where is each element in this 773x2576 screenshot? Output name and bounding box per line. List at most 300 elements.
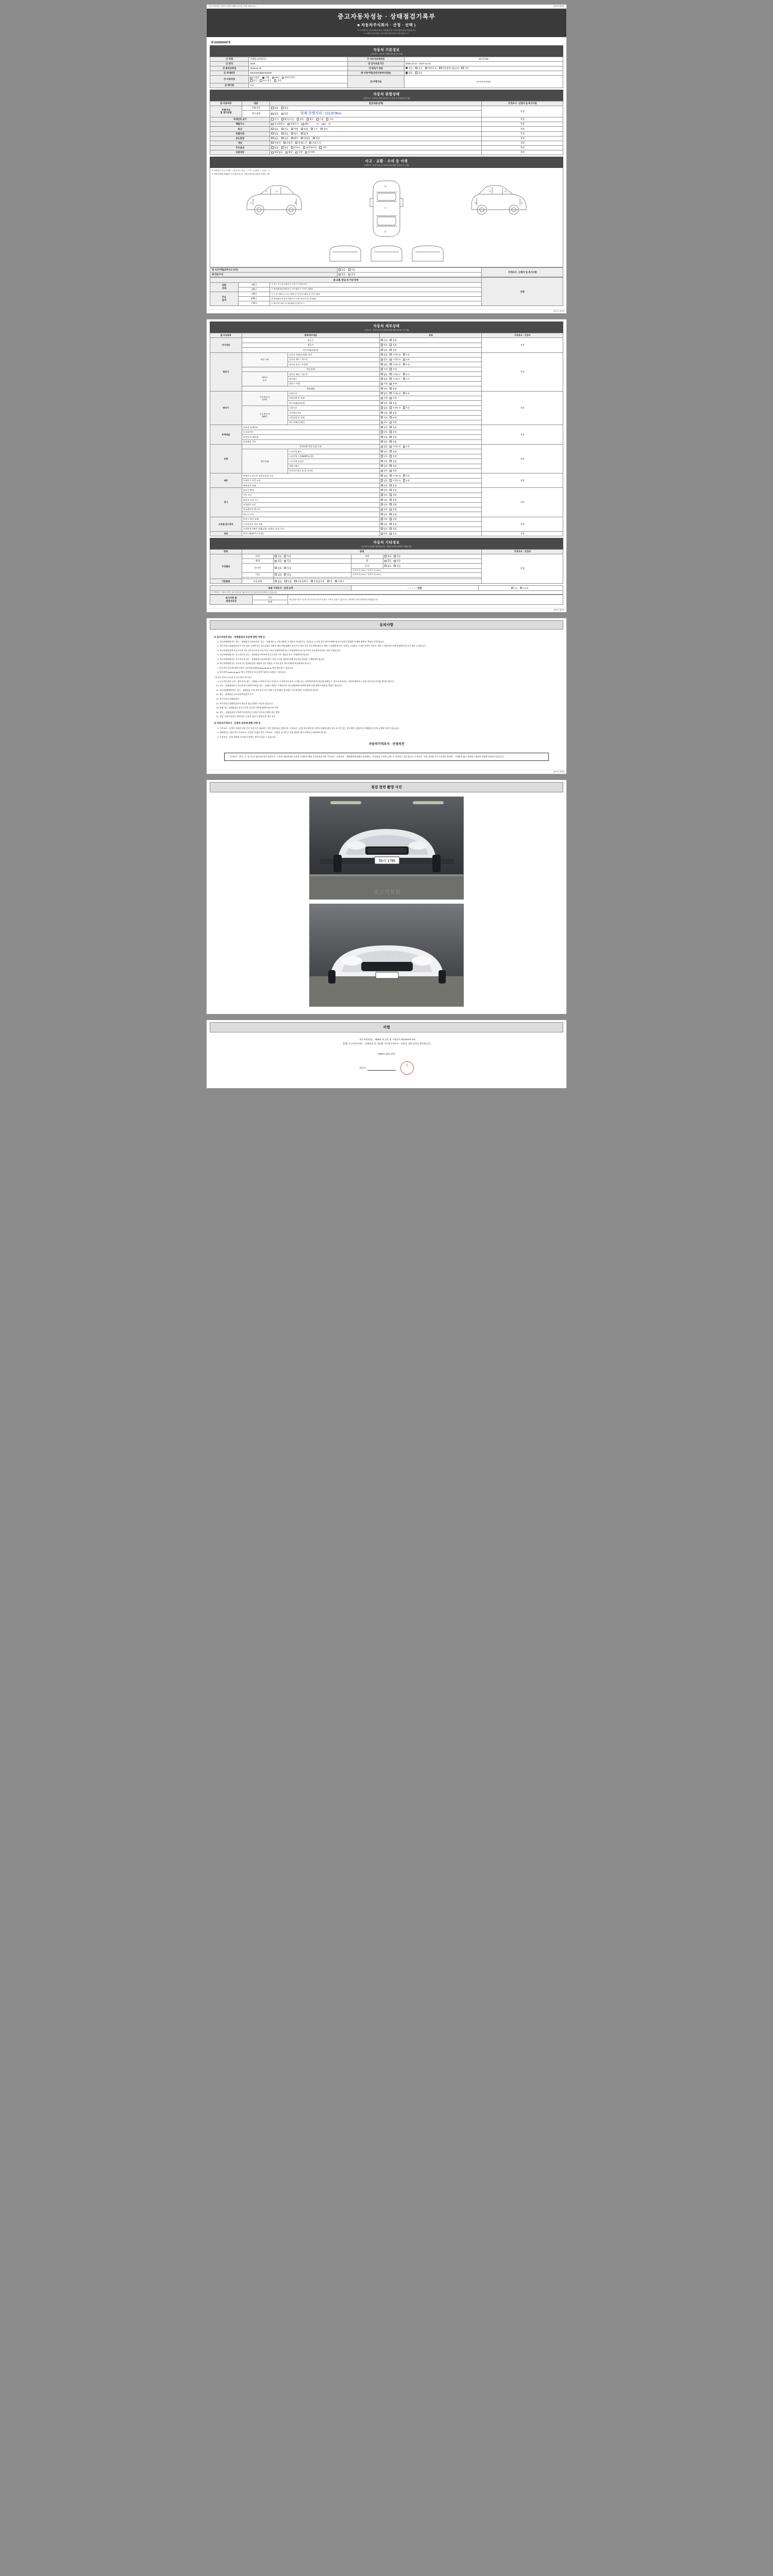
special-opt-fire[interactable]: 화재 (301, 132, 308, 135)
opt-bad[interactable]: 불량 (390, 431, 397, 434)
table-row (210, 444, 563, 449)
car-diagram-group (212, 177, 561, 242)
opt-micro[interactable]: 미세누수 (390, 373, 400, 376)
trans-opt-etc[interactable]: 기타 (461, 67, 468, 70)
opt-bad[interactable]: 불량 (390, 494, 397, 497)
fuel-opt-h2[interactable]: 수소전기 (260, 79, 271, 82)
option-opt-sunroof[interactable]: 선루프 (291, 146, 300, 149)
fuel-opt-hybrid[interactable]: 하이브리드 (282, 76, 295, 79)
overall-detail-vin (270, 117, 482, 122)
color-opt-full-paint[interactable]: 전체도색 (295, 142, 307, 145)
opt-none[interactable]: 없음 (275, 560, 282, 563)
opt-micro[interactable]: 미세누수 (390, 378, 400, 381)
table-row (210, 76, 563, 83)
detail-status-charge-port (379, 517, 482, 521)
detail-status-alternator (379, 488, 482, 493)
emission-opt-hc[interactable]: 탄화수소 (288, 123, 299, 126)
opt-none[interactable]: 없음 (381, 445, 388, 448)
car-front-rear-diagram (325, 242, 448, 265)
opt-good[interactable]: 양호 (381, 469, 388, 472)
special-opt-performance: 성능 (253, 595, 288, 600)
tuning-opt-illegal[interactable]: 불법 (301, 128, 308, 131)
others-item-holding: 보유상태 (242, 579, 274, 584)
detail-item-tierod: 타이로드엔드 및 볼 조인트 (288, 468, 379, 473)
tuning-opt-device[interactable]: 장치 (321, 128, 328, 131)
list-item: 11. 매수인(매매업자)는 성능 · 상태점검 기록 관련 보증기간 내에 고장 발생한 경우에는 보증에 따라 수리하여야 합니다. (220, 689, 559, 692)
opt-none[interactable]: 없음 (381, 479, 388, 482)
opt-good[interactable]: 양호 (381, 455, 388, 458)
opt-bad[interactable]: 불량 (390, 518, 397, 521)
detail-price-fuel: 적정 (482, 531, 563, 536)
accident-opt-none[interactable]: 없음 (339, 268, 346, 272)
list-item: 6. 자동차매매업자는 자동차 성능상태점검자 내용과 다른 내용을 고지한 경우 매수인에게 보상하여야 합니다. (220, 662, 559, 665)
svg-text:③: ③ (275, 190, 278, 193)
list-item: 16. 성능 · 상태점검자가 허위 작성하거나 사실과 다르게 기재한 경우 책임 (220, 711, 559, 714)
section-accident-note: (가격조사 · 산정자 및 특기사항에 따라 해당 항목에 ○표 기재) (210, 164, 563, 168)
overall-item-vin: 차대번호 표기 (210, 117, 270, 122)
detail-item-coolant-head: 실린더 헤드 / 개스킷 (288, 372, 379, 377)
opt-adequate[interactable]: 적정 (381, 368, 388, 371)
opt-good[interactable]: 양호 (381, 349, 388, 352)
detail-group-hv: 고전원 전기장치 (210, 517, 242, 531)
tuning-opt-structure[interactable]: 구조 (311, 128, 318, 131)
others-tire-depth-front: 운전석 앞 ( mm ) / 동반석 앞 ( mm ) (351, 568, 481, 572)
opt-good[interactable]: 양호 (381, 402, 388, 405)
opt-good[interactable]: 양호 (381, 450, 388, 453)
photo-watermark: 중고차보험 (373, 889, 401, 895)
special-opt-none[interactable]: 없음 (271, 132, 278, 135)
opt-bad[interactable]: 불량 (390, 499, 397, 502)
opt-bad[interactable]: 불량 (390, 339, 397, 342)
opt-good[interactable]: 양호 (381, 523, 388, 526)
tuning-opt-yes[interactable]: 있음 (281, 128, 289, 131)
opt-good[interactable]: 양호 (381, 503, 388, 506)
opt-micro[interactable]: 미세누유 (390, 353, 400, 357)
opt-micro[interactable]: 미세누유 (390, 474, 400, 478)
fuel-opt-diesel[interactable]: 디젤 (262, 76, 270, 79)
detail-item-brake-oil: 브레이크 오일 누유 (242, 478, 379, 483)
list-item: 10. 성능 · 상태점검자가 자동차성능상태기록부를 성능 · 상태를 허위로 기재하거나 성능점검에게 허위에 발생 손해 대하여 배상할 책임이 있습니다. (220, 684, 559, 687)
opt-micro[interactable]: 미세누유 (390, 358, 400, 361)
detail-price-powertrain: 적정 (482, 425, 563, 445)
overall-price-tuning: 적정 (482, 127, 563, 131)
trans-opt-manual[interactable]: 수동 (415, 67, 423, 70)
opt-yes[interactable]: 있음 (284, 567, 291, 570)
list-item: 3. 자동차점검실에 보증기간은 1년, 2만 킬로미터 보증기간 고의로 불량하여야 하고 보증하여야 2만 킬로미터 보증하여야 하고 안내 사항입니다. (220, 649, 559, 652)
svg-text:⑦: ⑦ (489, 190, 491, 193)
opt-good[interactable]: 양호 (381, 499, 388, 502)
document-subtitle: ■ 자동차주식회사 · 산정 · 선택 ) (357, 23, 416, 27)
mileage-value: 0 0 0 0 0 0 km (404, 76, 563, 88)
validity-label: ⑧ 검사유효기간 (348, 61, 405, 66)
title-note-2: ※ 아래의 점검내용은 자동차관리법에 따라 작성되었습니다. (364, 32, 409, 35)
overall-sub-mileage: 주행거리 (242, 106, 270, 111)
detail-sub-mt: 수동변속기 (M/T) (242, 405, 288, 425)
section-overall-header: 자동차 종합상태 (210, 90, 563, 97)
opt-none[interactable]: 없음 (275, 555, 282, 558)
opt-yes[interactable]: 있음 (390, 532, 397, 535)
mileage-opt-yes[interactable]: 있음 (281, 107, 289, 110)
svg-text:⑥: ⑥ (505, 190, 507, 193)
opt-good[interactable]: 양호 (381, 494, 388, 497)
detail-price-electric: 적정 (482, 488, 563, 517)
fuel-opt-gasoline[interactable]: 가솔린 (250, 76, 259, 79)
cluster-opt-none[interactable]: 없음 (271, 112, 278, 115)
others-item-etc: 기타 (242, 572, 274, 577)
opt-none[interactable]: 없음 (381, 392, 388, 395)
opt-bad[interactable]: 불량 (390, 484, 397, 487)
svg-text:⑧: ⑧ (384, 185, 386, 188)
opt-leak[interactable]: 누수 (403, 378, 410, 381)
opt-bad[interactable]: 불량 (390, 349, 397, 352)
opt-leak[interactable]: 누수 (403, 373, 410, 376)
option-opt-nav[interactable]: 내비게이션 (303, 146, 316, 149)
page-number-top: (3쪽중 제1쪽) (553, 5, 564, 7)
opt-good[interactable]: 양호 (381, 412, 388, 415)
table-row (210, 131, 563, 136)
tuning-opt-legal[interactable]: 적법 (291, 128, 298, 131)
opt-good[interactable]: 양호 (381, 426, 388, 429)
detail-item-block-oilpan: 실린더 블록 / 오일팬 (288, 362, 379, 367)
opt-yes[interactable]: 있음 (394, 565, 401, 568)
opt-micro[interactable]: 미세누유 (390, 392, 400, 395)
color-opt-partial-paint[interactable]: 부분도색 (309, 142, 321, 145)
opt-bad[interactable]: 불량 (390, 465, 397, 468)
opt-low[interactable]: 부족 (390, 397, 397, 400)
color-opt-chromatic[interactable]: 유채색 (283, 142, 293, 145)
opt-leak[interactable]: 누유 (403, 392, 410, 395)
special-opt-state: 상태 (253, 600, 288, 604)
detail-status-blower-motor (379, 502, 482, 507)
opt-micro[interactable]: 미세누유 (390, 363, 400, 366)
price-opt-selected[interactable]: 선택 (511, 587, 518, 590)
opt-yes[interactable]: 있음 (284, 573, 291, 577)
opt-bad[interactable]: 불량 (390, 455, 397, 458)
detail-status-booster (379, 483, 482, 488)
usechange-opt-gov[interactable]: 관용 (313, 137, 320, 140)
opt-leak[interactable]: 누유 (403, 353, 410, 357)
overall-item-emission: 배출가스 (210, 122, 270, 127)
panel-rank-c: C랭크 (238, 301, 270, 306)
usechange-opt-yes[interactable]: 있음 (281, 137, 289, 140)
accident-legend-1: ※ 교환 및 수리 등 ( 교환 : × 판금 또는 용접 : 〇 부식 : ( ) 흠집 : △ 요철 : ◇ ) (212, 169, 270, 172)
detail-col-price: 가격조사 · 산정자 (482, 333, 563, 337)
opt-bad[interactable]: 불량 (390, 426, 397, 429)
usechange-opt-rent[interactable]: 렌트 (291, 137, 298, 140)
vin-opt-differ[interactable]: 상이 (297, 118, 304, 121)
vin-opt-corrosion[interactable]: 부식 (271, 118, 278, 121)
opt-leak[interactable]: 누유 (403, 406, 410, 410)
page-1-bottombar: (3쪽중 제1쪽) (207, 309, 566, 313)
accident-opt-yes[interactable]: 있음 (348, 268, 356, 272)
opt-none[interactable]: 없음 (275, 573, 282, 577)
first-reg-value: 2019-01-15 (249, 66, 348, 71)
opt-leak[interactable]: 누유 (403, 479, 410, 482)
opt-low[interactable]: 부족 (390, 382, 397, 385)
opt-leak[interactable]: 누유 (403, 363, 410, 366)
signature-body (210, 1032, 563, 1085)
list-item: 12. 성능 · 상태점검 국토교통부장관이 고시 (220, 693, 559, 696)
opt-good[interactable]: 양호 (381, 344, 388, 347)
table-row (210, 141, 563, 145)
price-opt-unselected[interactable]: 미선택 (520, 587, 528, 590)
opt-good[interactable]: 양호 (381, 484, 388, 487)
basic-info-table (210, 57, 563, 89)
overall-item-options: 주요옵션 (210, 146, 270, 150)
opt-none[interactable]: 없음 (384, 555, 392, 558)
opt-good[interactable]: 양호 (381, 489, 388, 492)
special-opt-flood[interactable]: 침수 (291, 132, 298, 135)
opt-none[interactable]: 없음 (384, 565, 392, 568)
option-opt-none[interactable]: 없음 (271, 146, 278, 149)
opt-none[interactable]: 없음 (381, 358, 388, 361)
others-table (210, 549, 563, 584)
accident-history-table (210, 267, 563, 277)
special-opt-yes[interactable]: 있음 (281, 132, 289, 135)
final-price-note: ※ 가격조사 · 산정자 가격은 참고사항이며 거래 당사자 간의 협의에 따라 달라질 수 있습니다. (210, 590, 563, 595)
table-row (210, 150, 563, 155)
opt-good[interactable]: 양호 (381, 431, 388, 434)
trans-opt-auto[interactable]: 자동 (406, 67, 413, 70)
opt-bad[interactable]: 불량 (390, 503, 397, 506)
page-4-photos (206, 779, 567, 1014)
detail-item-coolant-amount: 냉각수 수량 (288, 381, 379, 386)
signature-signer-row (210, 1061, 563, 1075)
repair-opt-yes[interactable]: 있음 (348, 273, 356, 276)
repair-opt-none[interactable]: 없음 (339, 273, 346, 276)
fuel-opt-lpg[interactable]: LPG (272, 76, 279, 79)
photo-front-image (310, 904, 464, 1007)
usage-opt-none[interactable]: 없음 (406, 72, 413, 75)
detail-group-electric: 전기 (210, 488, 242, 517)
opt-bad[interactable]: 불량 (390, 440, 397, 444)
table-row (210, 66, 563, 71)
detail-status-at-idle (379, 401, 482, 405)
opt-bad[interactable]: 불량 (390, 469, 397, 472)
emission-opt-co[interactable]: 일산화탄소 (271, 123, 284, 126)
detail-item-booster: 배력장치 상태 (242, 483, 379, 488)
detail-item-at-idle: 작동상태(공회전) (288, 401, 379, 405)
usage-opt-yes[interactable]: 있음 (415, 72, 423, 75)
option-opt-yes[interactable]: 있음 (281, 146, 289, 149)
opt-good[interactable]: 양호 (381, 528, 388, 531)
opt-triangle[interactable]: 안전삼각대 (311, 580, 324, 583)
overall-status-table (210, 101, 563, 156)
opt-none[interactable]: 없음 (381, 406, 388, 410)
detail-item-trans-diag: 변속기 (242, 343, 379, 347)
panel-rank-1-text: ① 후드 ② 프론트펜더 ③ 도어 ④ 트렁크리드 (270, 282, 482, 287)
opt-good[interactable]: 양호 (381, 421, 388, 424)
opt-bad[interactable]: 불량 (390, 523, 397, 526)
opt-good[interactable]: 양호 (381, 465, 388, 468)
opt-micro[interactable]: 미세누유 (390, 406, 400, 410)
detail-item-master-cylinder: 브레이크 마스터 실린더오일 누유 (242, 473, 379, 478)
opt-good[interactable]: 양호 (381, 513, 388, 516)
svg-text:⑭: ⑭ (384, 207, 386, 210)
vin-opt-damage[interactable]: 훼손(오손) (281, 118, 294, 121)
opt-good[interactable]: 양호 (381, 518, 388, 521)
detail-group-selfdiag: 자기진단 (210, 338, 242, 352)
detail-item-at-oil: 오일유량 및 상태 (288, 396, 379, 401)
overall-detail-cluster (270, 111, 482, 117)
opt-bad[interactable]: 불량 (390, 489, 397, 492)
others-item-glass: 유리 (351, 564, 383, 568)
opt-yes[interactable]: 있음 (394, 560, 401, 563)
overall-detail-usechange (270, 136, 482, 141)
opt-spanner[interactable]: 스패너 (335, 580, 344, 583)
opt-adequate[interactable]: 적정 (381, 382, 388, 385)
title-note-1: ※ 이 기록부는 중고자동차 성능·상태점검 및 가격산정에 관한 내용입니다. (357, 29, 416, 31)
panel-rank-2: 2랭크 (238, 287, 270, 292)
overall-col-item: 내용 (242, 101, 270, 106)
opt-bad[interactable]: 불량 (390, 421, 397, 424)
signature-date: 2025년 12월 17일 (378, 1052, 395, 1055)
opt-bad[interactable]: 불량 (390, 460, 397, 463)
usechange-opt-none[interactable]: 없음 (271, 137, 278, 140)
opt-good[interactable]: 양호 (381, 508, 388, 511)
recall-opt-na[interactable]: 해당없음 (271, 151, 282, 154)
opt-bad[interactable]: 불량 (390, 412, 397, 415)
table-header-row (210, 101, 563, 106)
usechange-opt-biz[interactable]: 영업용 (301, 137, 310, 140)
table-row (210, 122, 563, 127)
option-opt-etc[interactable]: 기타 (319, 146, 326, 149)
panel-rank-a: A랭크 (238, 292, 270, 296)
opt-good[interactable]: 양호 (381, 387, 388, 391)
emission-opt-smoke[interactable]: 매연 (301, 123, 309, 126)
opt-low[interactable]: 부족 (390, 368, 397, 371)
table-row (210, 531, 563, 536)
panel-rank-b: B랭크 (238, 297, 270, 301)
opt-adequate[interactable]: 적정 (381, 416, 388, 419)
signature-line-1: 「자동차관리법」 제58조 및 같은 법 시행규칙 제120조에 따라 (357, 1038, 416, 1041)
opt-yes[interactable]: 있음 (284, 560, 291, 563)
others-status-etc (274, 572, 351, 577)
list-item: 15. 차량 성능 상태점검자 보증기간을 보증한 사항에 대하여 명시한 사항 (220, 706, 559, 709)
plate-value: 55서1795 (404, 57, 563, 61)
detail-price-transmission: 적정 (482, 391, 563, 425)
vin-opt-etc[interactable]: 기타 (326, 118, 333, 121)
overall-detail-options (270, 146, 482, 150)
opt-none[interactable]: 없음 (275, 567, 282, 570)
detail-group-engine: 원동기 (210, 352, 242, 391)
overall-detail-recall (270, 150, 482, 155)
notice-section-1-title: ※ 중고자동차성능 · 상태점검과 보증에 관한 사항 등 (214, 635, 265, 638)
opt-yes[interactable]: 있음 (284, 580, 292, 583)
vin-opt-erase[interactable]: 도말 (316, 118, 324, 121)
opt-good[interactable]: 양호 (381, 460, 388, 463)
table-row (210, 473, 563, 478)
others-item-polish: 광택 (242, 559, 274, 564)
cluster-opt-yes[interactable]: 있음 (281, 112, 289, 115)
opt-leak[interactable]: 누유 (403, 358, 410, 361)
detail-status-engine-diag (379, 338, 482, 343)
list-item: 17. 점검 기록의 항목은 법에 따른 중요한 일부가 불량 있을 경우 보증 (220, 715, 559, 718)
opt-yes[interactable]: 있음 (394, 555, 401, 558)
opt-none[interactable]: 없음 (381, 532, 388, 535)
opt-bad[interactable]: 불량 (390, 513, 397, 516)
trans-opt-cvt[interactable]: 무단변속기(CVT) (439, 67, 459, 70)
opt-jack[interactable]: 잭 (327, 580, 332, 583)
panel-group-outer: 외판 부위 (210, 282, 239, 292)
opt-good[interactable]: 양호 (381, 436, 388, 439)
list-item: 1. 자동차매매업자는 성능 · 상태점검기록부(이하 "성능 · 상태 체크") 기재 내용을 고지하지 아니하거나 거짓으로 고지할 경우 매수인에게 에 의거 2년간 발생한 문제에 대해 본 책임을 맡게 됩니다. (220, 640, 559, 643)
opt-none[interactable]: 없음 (381, 353, 388, 357)
color-opt-achromatic[interactable]: 무채색 (271, 142, 280, 145)
opt-manual[interactable]: 사용설명서 (294, 580, 308, 583)
detail-item-alternator: 발전기 출력 (242, 488, 379, 493)
recall-opt-notdone[interactable]: 미이행 (305, 151, 314, 154)
others-price: 적정 (482, 554, 563, 584)
opt-bad[interactable]: 불량 (390, 450, 397, 453)
fuel-opt-ev[interactable]: 전기 (250, 79, 257, 82)
opt-adequate[interactable]: 적정 (381, 397, 388, 400)
opt-yes[interactable]: 있음 (284, 555, 291, 558)
opt-micro[interactable]: 미세누유 (390, 479, 400, 482)
opt-none[interactable]: 없음 (381, 474, 388, 478)
others-group-basic-items: 기본품목 (210, 579, 242, 584)
opt-bad[interactable]: 불량 (390, 528, 397, 531)
opt-bad[interactable]: 불량 (390, 436, 397, 439)
detail-sub-at: 자동변속기 (A/T) (242, 391, 288, 405)
opt-leak[interactable]: 누유 (403, 445, 410, 448)
opt-none[interactable]: 없음 (384, 560, 392, 563)
opt-leak[interactable]: 누유 (403, 474, 410, 478)
recall-opt-done[interactable]: 이행 (295, 151, 303, 154)
vin-value: KNAFS81BBJA54030 (249, 71, 348, 76)
overall-price-usechange: 적정 (482, 136, 563, 141)
special-notes-text: 성능점검기록부 및 중고차 특수성 보증기간 판금 도색은 있을 수 있습니다. 현전적인 중요부품들에 문제없습니다. (288, 595, 563, 604)
svg-text:⑨: ⑨ (475, 201, 477, 205)
opt-none[interactable]: 없음 (381, 363, 388, 366)
table-row (210, 278, 563, 282)
opt-micro[interactable]: 미세누유 (390, 445, 400, 448)
detail-price-engine: 적정 (482, 352, 563, 391)
detail-item-mt-leak: 오일누유 (288, 405, 379, 410)
detail-status-hv-battery (379, 522, 482, 527)
opt-low[interactable]: 부족 (390, 416, 397, 419)
opt-good[interactable]: 양호 (381, 339, 388, 342)
detail-group-powertrain: 동력전달 (210, 425, 242, 445)
list-item: 13. 자동차성능상태점검자 : (220, 698, 559, 701)
detail-group-brake: 제동 (210, 473, 242, 488)
vin-opt-alter[interactable]: 변조 (307, 118, 314, 121)
opt-none[interactable]: 없음 (381, 378, 388, 381)
list-item: 7. 자동차의 성능에 관한 사항은 자동차관리법에 www.car.go.kr 에서 확인할 수 있습니다. (220, 667, 559, 670)
opt-bad[interactable]: 불량 (390, 387, 397, 391)
simple-repair-options (337, 273, 482, 277)
opt-none[interactable]: 없음 (381, 373, 388, 376)
svg-text:⑤: ⑤ (521, 201, 523, 205)
signer-label: 점검자 : (359, 1066, 367, 1069)
detail-item-hv-wiring: 고전원전기배선 상태(피복, 커넥터, 보호기구) (242, 527, 379, 531)
recall-opt-yes[interactable]: 해당 (285, 151, 293, 154)
fuel-opt-etc[interactable]: 기타 (274, 79, 281, 82)
mileage-opt-none[interactable]: 없음 (271, 107, 278, 110)
others-group-repair: 수리필요 (210, 554, 242, 579)
opt-bad[interactable]: 불량 (390, 344, 397, 347)
tuning-opt-none[interactable]: 없음 (271, 128, 278, 131)
opt-good[interactable]: 양호 (381, 440, 388, 444)
detail-item-blower-motor: 실내송풍 모터 (242, 502, 379, 507)
opt-none[interactable]: 없음 (275, 580, 282, 583)
others-tire-depth-rear: 운전석 뒤 ( mm ) / 동반석 뒤 ( mm ) (351, 572, 481, 577)
detail-status-coolant-amount (379, 381, 482, 386)
trans-opt-semi[interactable]: 세미오토 (425, 67, 436, 70)
opt-bad[interactable]: 불량 (390, 508, 397, 511)
overall-detail-emission (270, 122, 482, 127)
opt-bad[interactable]: 불량 (390, 402, 397, 405)
